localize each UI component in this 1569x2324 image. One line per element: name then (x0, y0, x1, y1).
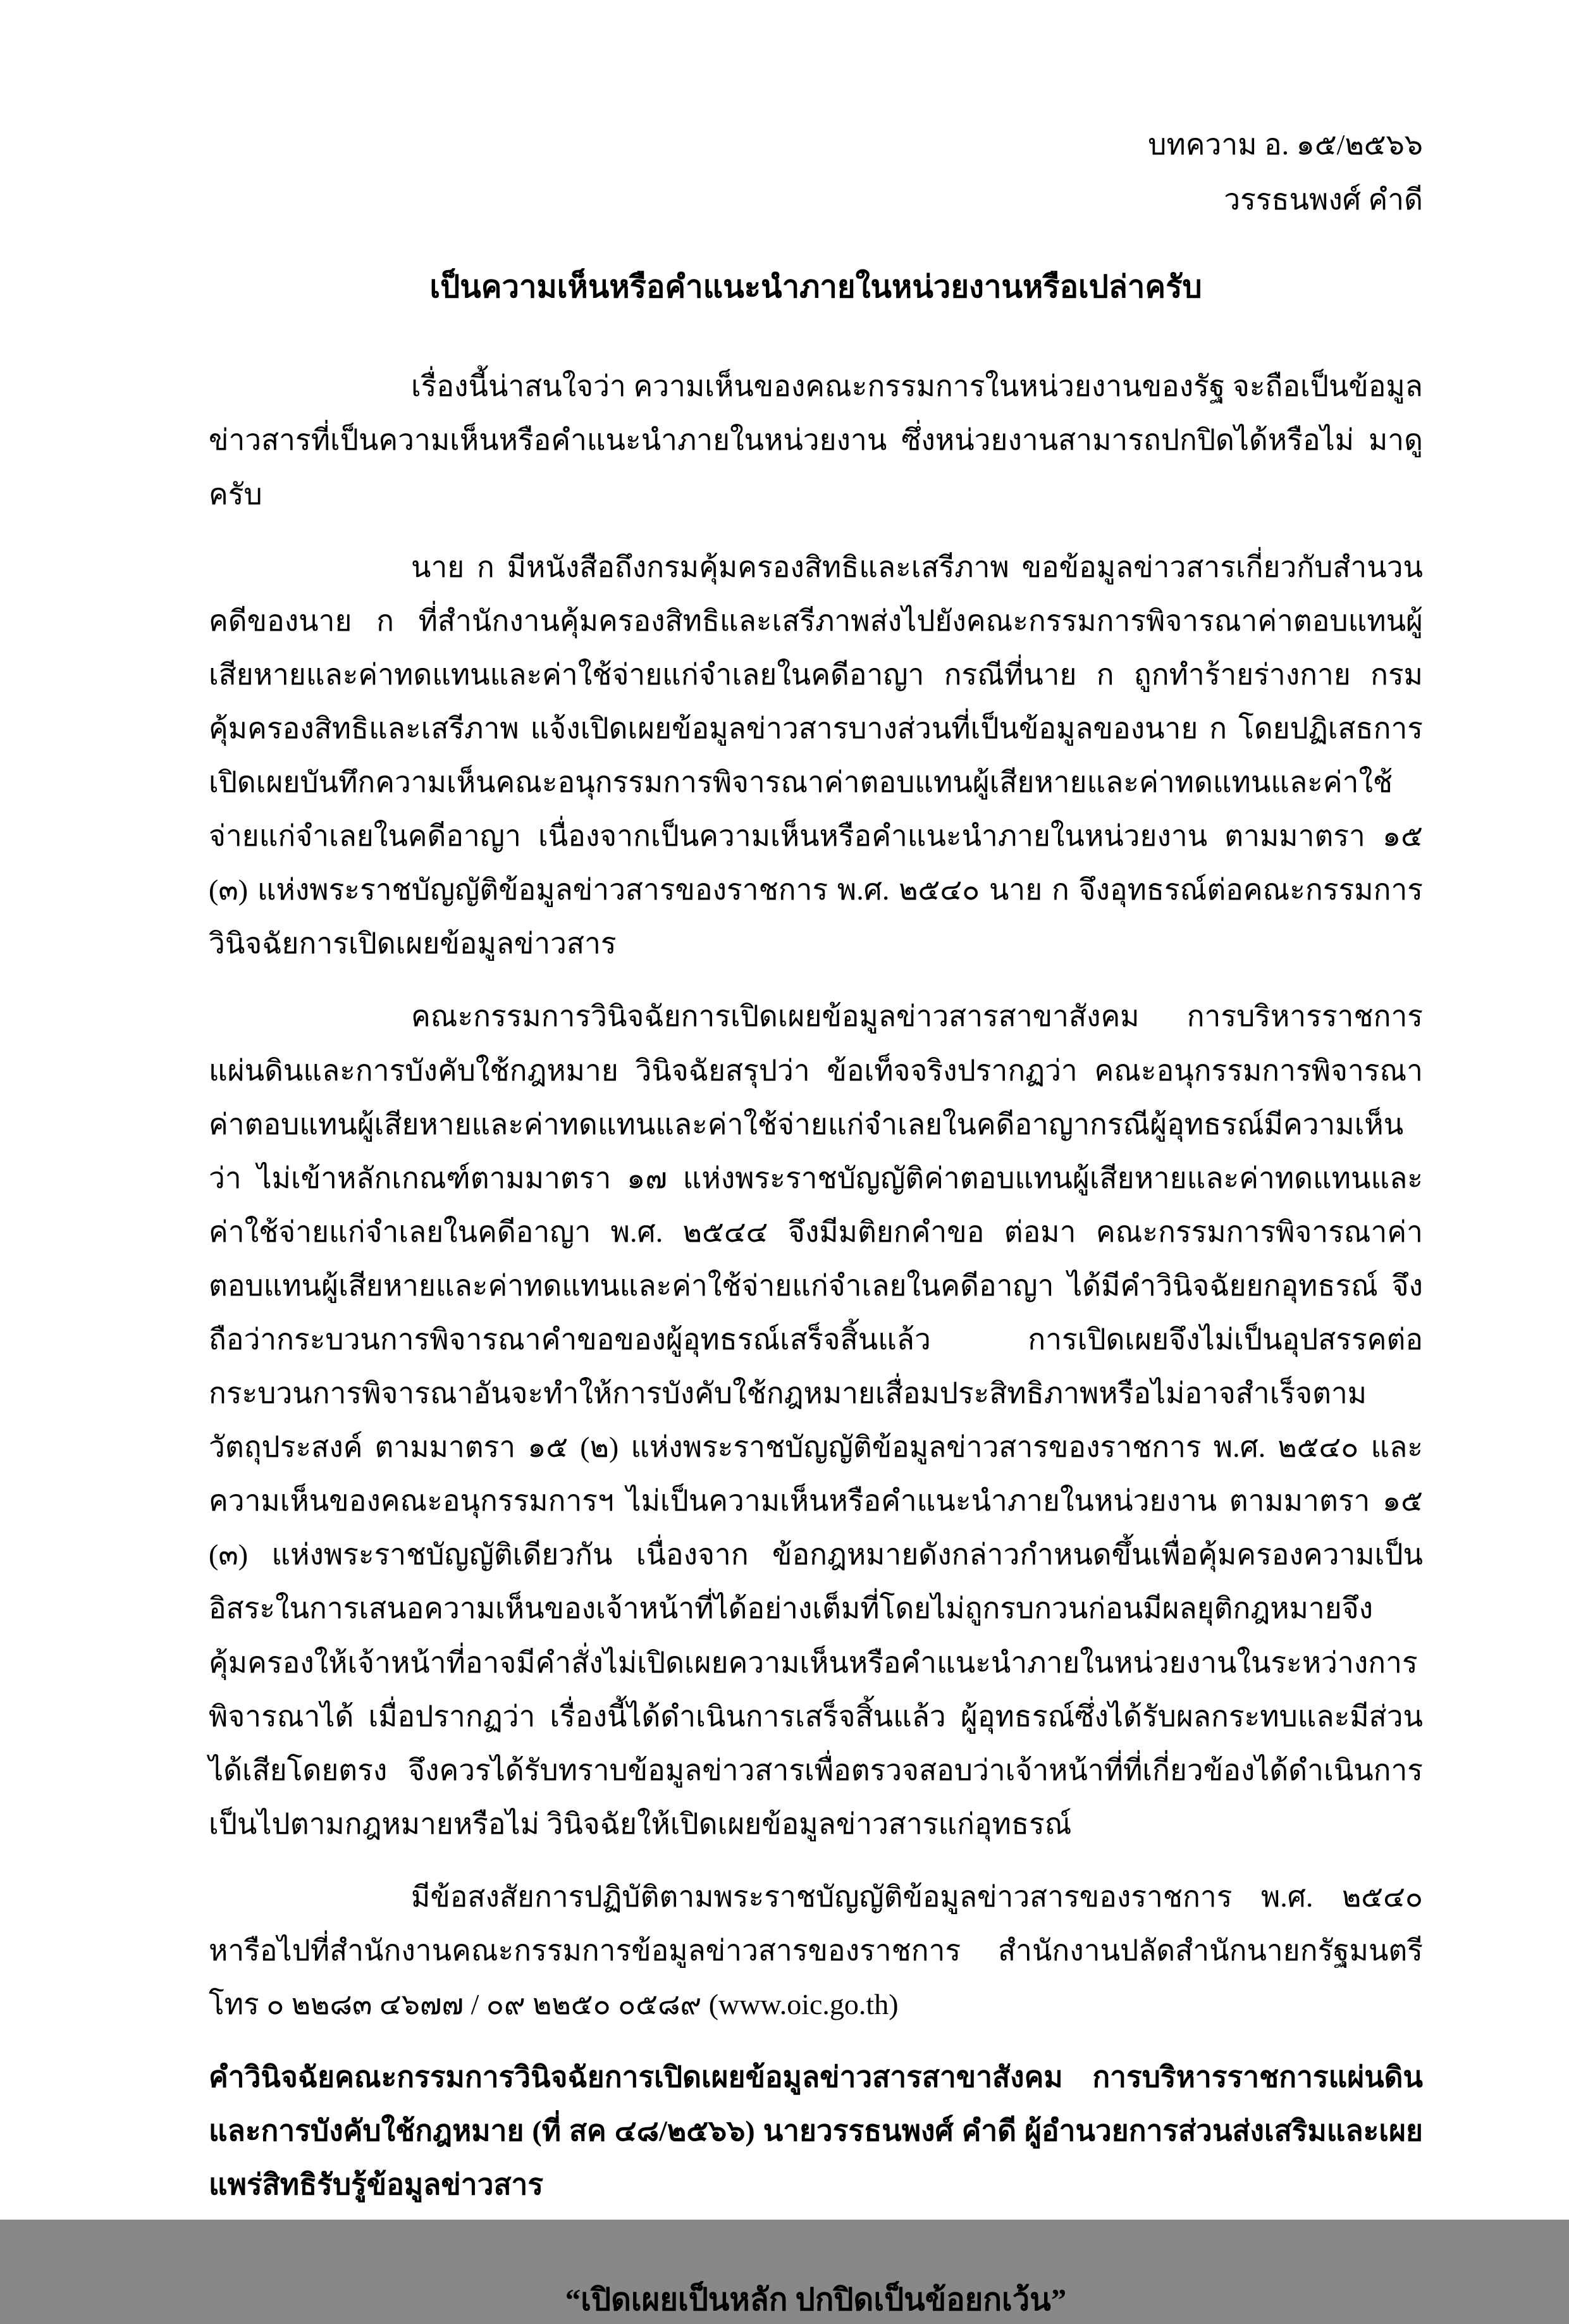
paragraph-contact-info: มีข้อสงสัยการปฏิบัติตามพระราชบัญญัติข้อมูลข่าวสารของราชการ พ.ศ. ๒๕๔๐ หารือไปที่สำนักงานคณะกรรมการข้อมูลข่าวสารของราชการ สำนักงานปลัดสำนักนายกรัฐมนตรี โทร ๐ ๒๒๘๓ ๔๖๗๗ / ๐๙ ๒๒๕๐ ๐๕๘๙ (www.oic.go.th) (209, 1880, 1423, 2021)
closing-decision-reference: คำวินิจฉัยคณะกรรมการวินิจฉัยการเปิดเผยข้อมูลข่าวสารสาขาสังคม การบริหารราชการแผ่นดินและการบังคับใช้กฎหมาย (ที่ สค ๔๘/๒๕๖๖) นายวรรธนพงศ์ คำดี ผู้อำนวยการส่วนส่งเสริมและเผยแพร่สิทธิรับรู้ข้อมูลข่าวสาร (209, 2061, 1423, 2201)
article-number: บทความ อ. ๑๕/๒๕๖๖ (1148, 128, 1423, 161)
document-header (209, 117, 1423, 228)
paragraph-case-background: นาย ก มีหนังสือถึงกรมคุ้มครองสิทธิและเสรีภาพ ขอข้อมูลข่าวสารเกี่ยวกับสำนวนคดีของนาย ก ที่สำนักงานคุ้มครองสิทธิและเสรีภาพส่งไปยังคณะกรรมการพิจารณาค่าตอบแทนผู้เสียหายและค่าทดแทนและค่าใช้จ่ายแก่จำเลยในคดีอาญา กรณีที่นาย ก ถูกทำร้ายร่างกาย กรมคุ้มครองสิทธิและเสรีภาพ แจ้งเปิดเผยข้อมูลข่าวสารบางส่วนที่เป็นข้อมูลของนาย ก โดยปฏิเสธการเปิดเผยบันทึกความเห็นคณะอนุกรรมการพิจารณาค่าตอบแทนผู้เสียหายและค่าทดแทนและค่าใช้จ่ายแก่จำเลยในคดีอาญา เนื่องจากเป็นความเห็นหรือคำแนะนำภายในหน่วยงาน ตามมาตรา ๑๕ (๓) แห่งพระราชบัญญัติข้อมูลข่าวสารของราชการ พ.ศ. ๒๕๔๐ นาย ก จึงอุทธรณ์ต่อคณะกรรมการวินิจฉัยการเปิดเผยข้อมูลข่าวสาร (209, 550, 1423, 960)
paragraph-committee-ruling: คณะกรรมการวินิจฉัยการเปิดเผยข้อมูลข่าวสารสาขาสังคม การบริหารราชการแผ่นดินและการบังคับใช้กฎหมาย วินิจฉัยสรุปว่า ข้อเท็จจริงปรากฏว่า คณะอนุกรรมการพิจารณาค่าตอบแทนผู้เสียหายและค่าทดแทนและค่าใช้จ่ายแก่จำเลยในคดีอาญากรณีผู้อุทธรณ์มีความเห็นว่า ไม่เข้าหลักเกณฑ์ตามมาตรา ๑๗ แห่งพระราชบัญญัติค่าตอบแทนผู้เสียหายและค่าทดแทนและค่าใช้จ่ายแก่จำเลยในคดีอาญา พ.ศ. ๒๕๔๔ จึงมีมติยกคำขอ ต่อมา คณะกรรมการพิจารณาค่าตอบแทนผู้เสียหายและค่าทดแทนและค่าใช้จ่ายแก่จำเลยในคดีอาญา ได้มีคำวินิจฉัยยกอุทธรณ์ จึงถือว่ากระบวนการพิจารณาคำขอของผู้อุทธรณ์เสร็จสิ้นแล้ว การเปิดเผยจึงไม่เป็นอุปสรรคต่อกระบวนการพิจารณาอันจะทำให้การบังคับใช้กฎหมายเสื่อมประสิทธิภาพหรือไม่อาจสำเร็จตามวัตถุประสงค์ ตามมาตรา ๑๕ (๒) แห่งพระราชบัญญัติข้อมูลข่าวสารของราชการ พ.ศ. ๒๕๔๐ และความเห็นของคณะอนุกรรมการฯ ไม่เป็นความเห็นหรือคำแนะนำภายในหน่วยงาน ตามมาตรา ๑๕ (๓) แห่งพระราชบัญญัติเดียวกัน เนื่องจาก ข้อกฎหมายดังกล่าวกำหนดขึ้นเพื่อคุ้มครองความเป็นอิสระในการเสนอความเห็นของเจ้าหน้าที่ได้อย่างเต็มที่โดยไม่ถูกรบกวนก่อนมีผลยุติกฎหมายจึงคุ้มครองให้เจ้าหน้าที่อาจมีคำสั่งไม่เปิดเผยความเห็นหรือคำแนะนำภายในหน่วยงานในระหว่างการพิจารณาได้ เมื่อปรากฏว่า เรื่องนี้ได้ดำเนินการเสร็จสิ้นแล้ว ผู้อุทธรณ์ซึ่งได้รับผลกระทบและมีส่วนได้เสียโดยตรง จึงควรได้รับทราบข้อมูลข่าวสารเพื่อตรวจสอบว่าเจ้าหน้าที่ที่เกี่ยวข้องได้ดำเนินการเป็นไปตามกฎหมายหรือไม่ วินิจฉัยให้เปิดเผยข้อมูลข่าวสารแก่อุทธรณ์ (209, 1000, 1423, 1840)
page-title: เป็นความเห็นหรือคำแนะนำภายในหน่วยงานหรือเปล่าครับ (429, 269, 1202, 304)
closing-quote: “เปิดเผยเป็นหลัก ปกปิดเป็นข้อยกเว้น” (565, 2282, 1067, 2318)
author-name: วรรธนพงศ์ คำดี (1224, 183, 1423, 216)
paragraph-intro: เรื่องนี้น่าสนใจว่า ความเห็นของคณะกรรมการในหน่วยงานของรัฐ จะถือเป็นข้อมูลข่าวสารที่เป็นความเห็นหรือคำแนะนำภายในหน่วยงาน ซึ่งหน่วยงานสามารถปกปิดได้หรือไม่ มาดูครับ (209, 370, 1423, 510)
document-content (209, 117, 1423, 2324)
